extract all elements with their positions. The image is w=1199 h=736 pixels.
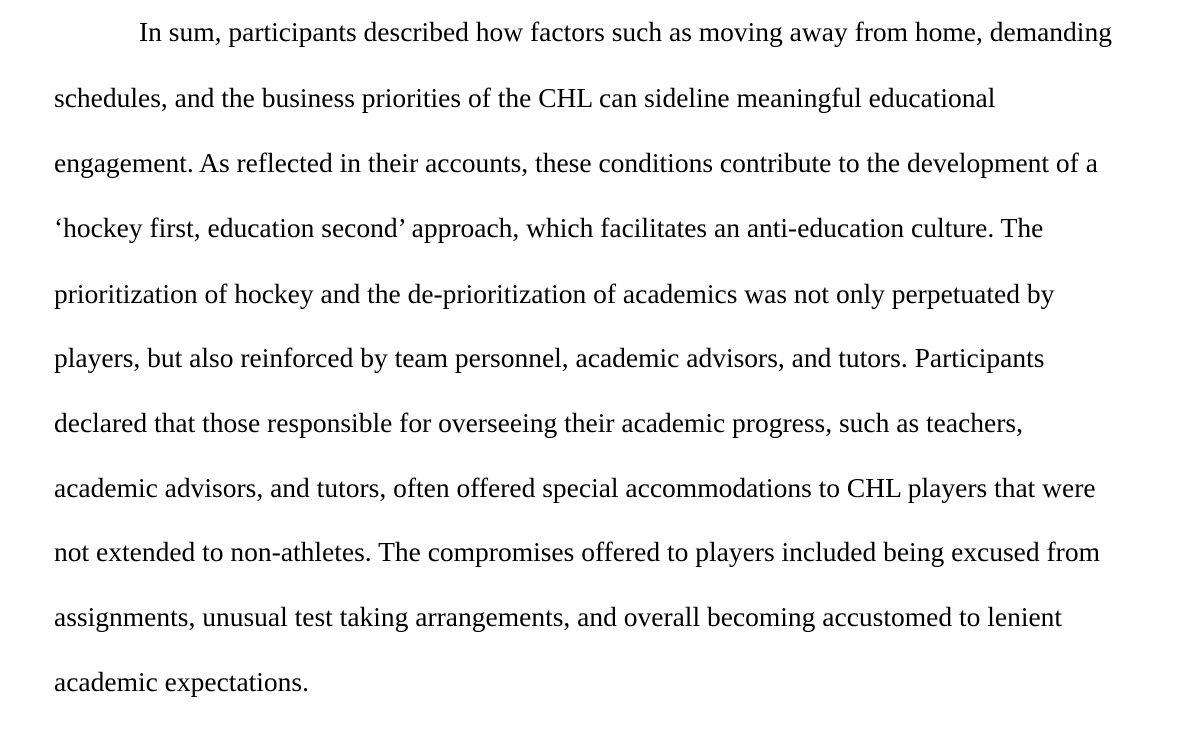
- paragraph-line-5: prioritization of hockey and the de-prioritization of academics was not only perpetuated by: [54, 278, 1055, 309]
- paragraph-line-2: schedules, and the business priorities of the CHL can sideline meaningful educational: [54, 82, 996, 113]
- paragraph-line-3: engagement. As reflected in their accounts, these conditions contribute to the development of a: [54, 147, 1098, 178]
- paragraph-line-1: In sum, participants described how factors such as moving away from home, demanding: [139, 16, 1112, 47]
- paragraph-line-10: assignments, unusual test taking arrangements, and overall becoming accustomed to lenient: [54, 601, 1063, 632]
- paragraph-line-4: ‘hockey first, education second’ approach, which facilitates an anti-education culture. The: [54, 212, 1044, 243]
- paragraph-line-7: declared that those responsible for overseeing their academic progress, such as teachers,: [54, 407, 1023, 438]
- paragraph-line-9: not extended to non-athletes. The compromises offered to players included being excused from: [54, 536, 1100, 567]
- paragraph-line-11: academic expectations.: [54, 666, 310, 697]
- paragraph-line-8: academic advisors, and tutors, often offered special accommodations to CHL players that were: [54, 472, 1096, 503]
- paragraph-line-6: players, but also reinforced by team personnel, academic advisors, and tutors. Participants: [54, 342, 1045, 373]
